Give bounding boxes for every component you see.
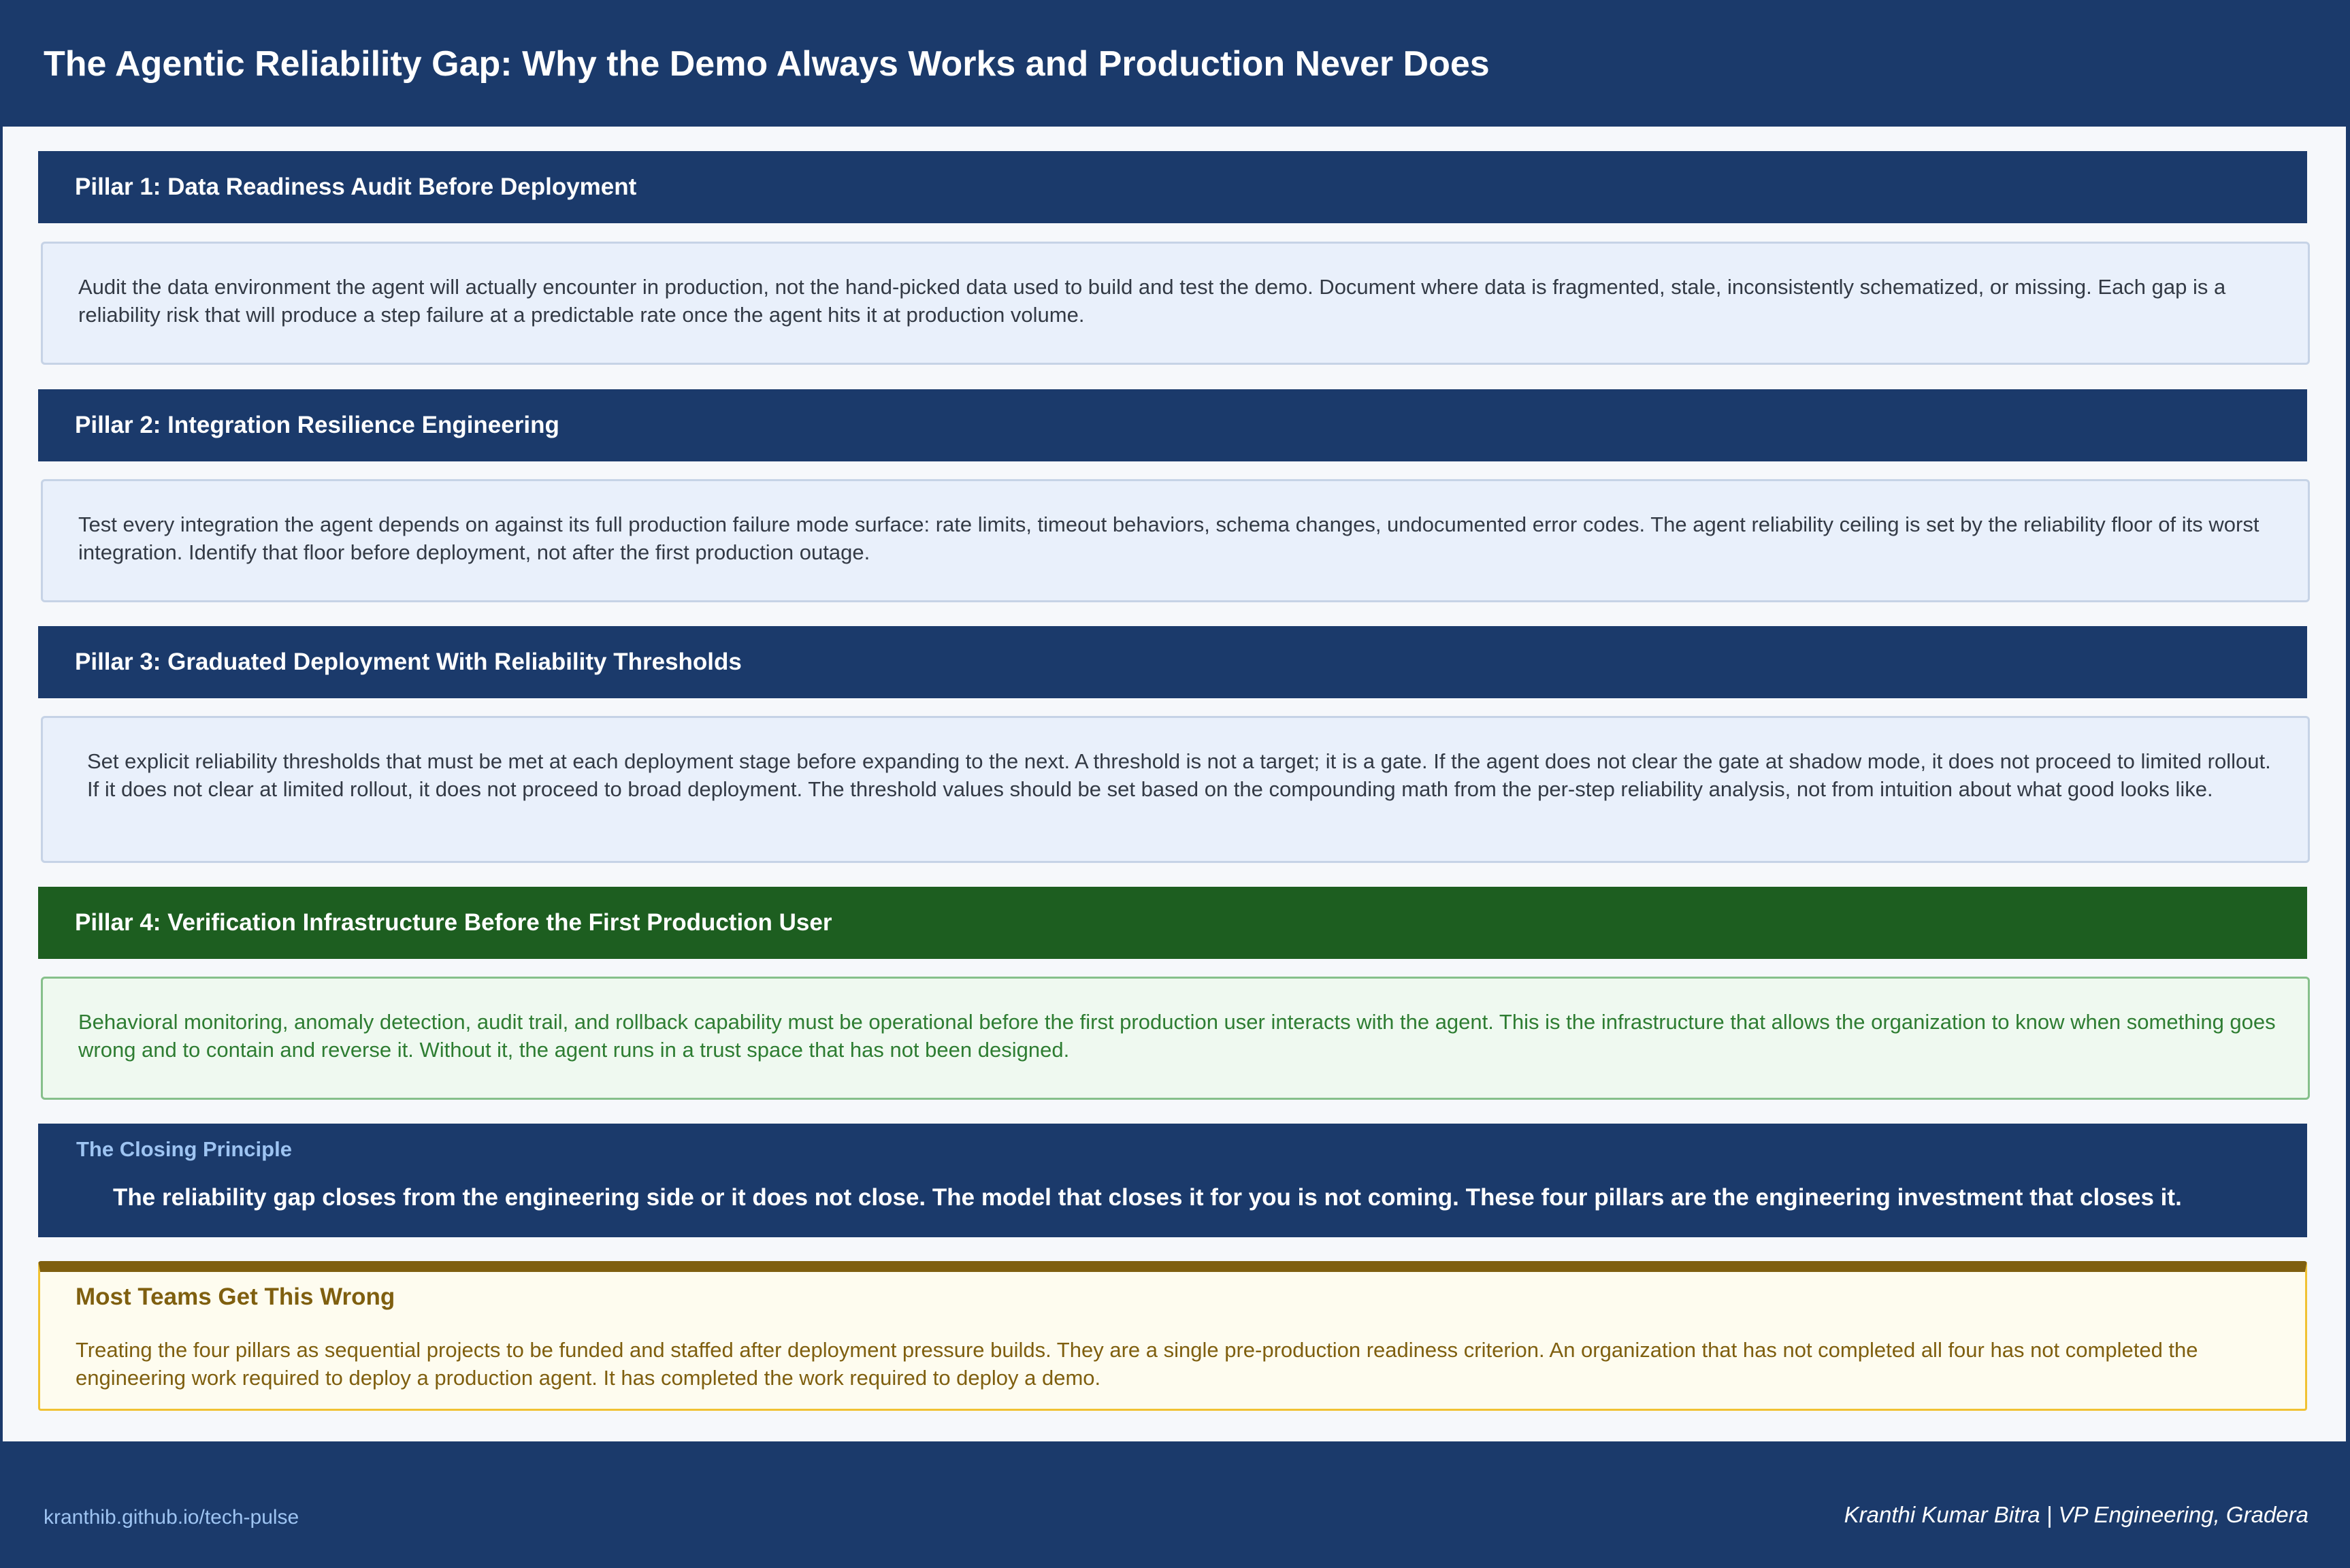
page-header: [0, 0, 2350, 127]
warning-text: Treating the four pillars as sequential projects to be funded and staffed after deployment pressure builds. They are a single pre-production readiness criterion. An organization that has not completed all four has not completed the engineering work required to deploy a production agent. It has completed the work required to deploy a demo.: [76, 1338, 2198, 1390]
pillar-1-body-text: Audit the data environment the agent will actually encounter in production, not the hand-picked data used to build and test the demo. Document where data is fragmented, stale, inconsistently schematized, or missing. Each gap is a reliability risk that will produce a step failure at a predictable rate once the agent hits it at production volume.: [78, 275, 2226, 327]
closing-principle-label: The Closing Principle: [76, 1137, 292, 1161]
footer-url[interactable]: kranthib.github.io/tech-pulse: [44, 1506, 299, 1529]
pillar-4-heading: [38, 887, 2307, 959]
footer-author: Kranthi Kumar Bitra | VP Engineering, Gradera: [1844, 1502, 2308, 1527]
pillar-4-body-text: Behavioral monitoring, anomaly detection, audit trail, and rollback capability must be operational before the first production user interacts with the agent. This is the infrastructure that allows the organization to know when something goes wrong and to contain and reverse it. Without it, the agent runs in a trust space that has not been designed.: [78, 1010, 2276, 1062]
pillar-1-heading: [38, 151, 2307, 223]
closing-principle-panel: [38, 1124, 2307, 1237]
page-footer: [0, 1441, 2350, 1568]
pillar-2-body-text: Test every integration the agent depends on against its full production failure mode surface: rate limits, timeout behaviors, schema changes, undocumented error codes. The agent reliability ceiling is set by the reliability floor of its worst integration. Identify that floor before deployment, not after the first production outage.: [78, 512, 2259, 564]
pillar-3-body: [41, 716, 2310, 863]
pillar-3-body-text: Set explicit reliability thresholds that must be met at each deployment stage before expanding to the next. A threshold is not a target; it is a gate. If the agent does not clear the gate at shadow mode, it does not proceed to limited rollout. If it does not clear at limited rollout, it does not proceed to broad deployment. The threshold values should be set based on the compounding math from the per-step reliability analysis, not from intuition about what good looks like.: [87, 749, 2271, 801]
pillar-1-heading-text: Pillar 1: Data Readiness Audit Before Deployment: [75, 174, 637, 200]
pillar-2-heading: [38, 389, 2307, 461]
pillar-4-heading-text: Pillar 4: Verification Infrastructure Before the First Production User: [75, 909, 832, 936]
pillar-3-heading: [38, 626, 2307, 698]
pillar-4-body: [41, 977, 2310, 1100]
closing-principle-text: The reliability gap closes from the engineering side or it does not close. The model that closes it for you is not coming. These four pillars are the engineering investment that closes it.: [113, 1184, 2182, 1211]
main-content: [3, 127, 2346, 1441]
page-title: The Agentic Reliability Gap: Why the Demo Always Works and Production Never Does: [44, 44, 1490, 84]
pillar-2-heading-text: Pillar 2: Integration Resilience Engineering: [75, 412, 559, 438]
warning-callout: [38, 1261, 2307, 1411]
pillar-2-body: [41, 479, 2310, 602]
pillar-1-body: [41, 242, 2310, 365]
warning-title: Most Teams Get This Wrong: [76, 1284, 395, 1310]
pillar-3-heading-text: Pillar 3: Graduated Deployment With Reliability Thresholds: [75, 649, 742, 675]
